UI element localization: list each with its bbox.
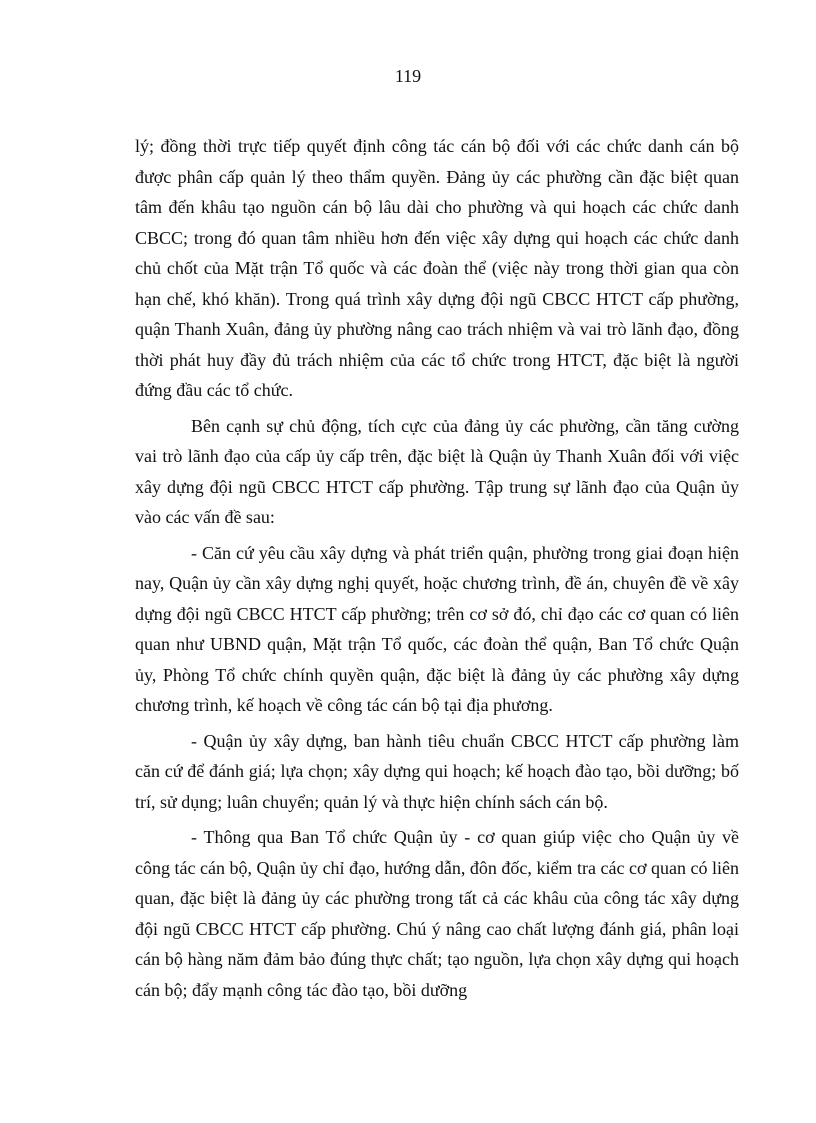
- paragraph-district-leadership: Bên cạnh sự chủ động, tích cực của đảng ủy các phường, cần tăng cường vai trò lãnh đạo của cấp ủy cấp trên, đặc biệt là Quận ủy Thanh Xuân đối với việc xây dựng đội ngũ CBCC HTCT cấp phường. Tập trung sự lãnh đạo của Quận ủy vào các vấn đề sau:: [135, 415, 739, 527]
- list-item-resolution: - Căn cứ yêu cầu xây dựng và phát triển quận, phường trong giai đoạn hiện nay, Quận ủy cần xây dựng nghị quyết, hoặc chương trình, đề án, chuyên đề về xây dựng đội ngũ CBCC HTCT cấp phường; trên cơ sở đó, chỉ đạo các cơ quan có liên quan như UBND quận, Mặt trận Tổ quốc, các đoàn thể quận, Ban Tổ chức Quận ủy, Phòng Tổ chức chính quyền quận, đặc biệt là đảng ủy các phường xây dựng chương trình, kế hoạch về công tác cán bộ tại địa phương.: [135, 542, 739, 715]
- list-item-organization-board: - Thông qua Ban Tổ chức Quận ủy - cơ quan giúp việc cho Quận ủy về công tác cán bộ, Quận ủy chỉ đạo, hướng dẫn, đôn đốc, kiểm tra các cơ quan có liên quan, đặc biệt là đảng ủy các phường trong tất cả các khâu của công tác xây dựng đội ngũ CBCC HTCT cấp phường. Chú ý nâng cao chất lượng đánh giá, phân loại cán bộ hàng năm đảm bảo đúng thực chất; tạo nguồn, lựa chọn xây dựng qui hoạch cán bộ; đẩy mạnh công tác đào tạo, bồi dưỡng: [135, 827, 739, 1000]
- paragraph-continuation: lý; đồng thời trực tiếp quyết định công tác cán bộ đối với các chức danh cán bộ được phân cấp quản lý theo thẩm quyền. Đảng ủy các phường cần đặc biệt quan tâm đến khâu tạo nguồn cán bộ lâu dài cho phường và qui hoạch các chức danh CBCC; trong đó quan tâm nhiều hơn đến việc xây dựng qui hoạch các chức danh chủ chốt của Mặt trận Tổ quốc và các đoàn thể (việc này trong thời gian qua còn hạn chế, khó khăn). Trong quá trình xây dựng đội ngũ CBCC HTCT cấp phường, quận Thanh Xuân, đảng ủy phường nâng cao trách nhiệm và vai trò lãnh đạo, đồng thời phát huy đầy đủ trách nhiệm của các tổ chức trong HTCT, đặc biệt là người đứng đầu các tổ chức.: [135, 136, 739, 400]
- list-item-standards: - Quận ủy xây dựng, ban hành tiêu chuẩn CBCC HTCT cấp phường làm căn cứ để đánh giá; lựa chọn; xây dựng qui hoạch; kế hoạch đào tạo, bồi dưỡng; bố trí, sử dụng; luân chuyển; quản lý và thực hiện chính sách cán bộ.: [135, 730, 739, 812]
- page-number: 119: [394, 66, 422, 86]
- document-body: [135, 131, 739, 1005]
